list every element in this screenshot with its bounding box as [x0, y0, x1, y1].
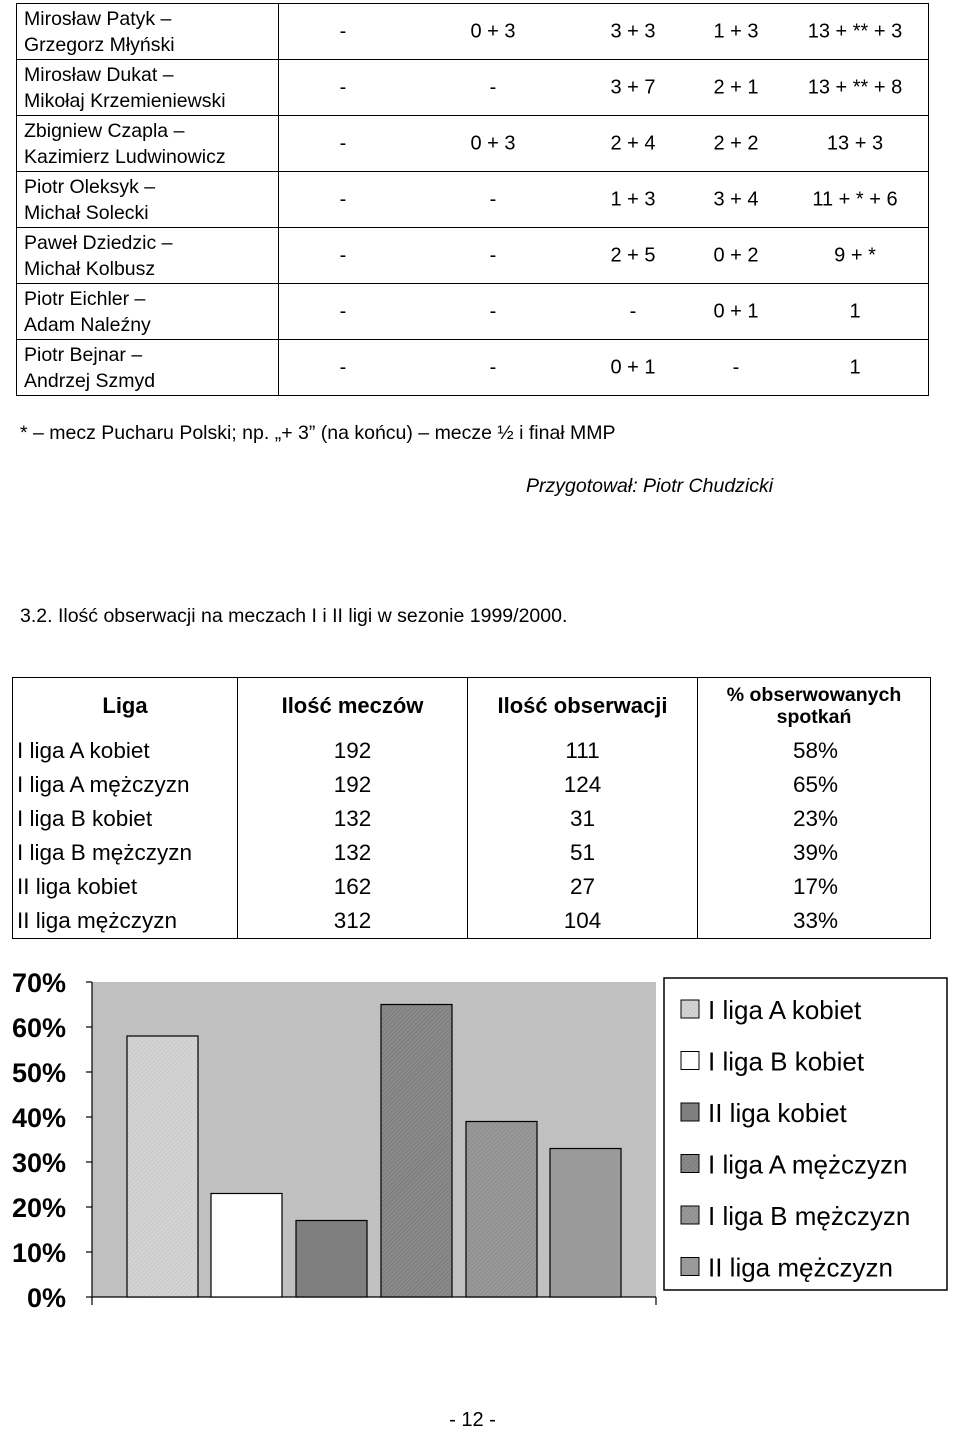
- referee-name-1: Paweł Dziedzic: [24, 231, 157, 254]
- table-row: [13, 734, 931, 768]
- referee-row: [17, 284, 929, 340]
- score-cell: -: [339, 76, 347, 98]
- observation-count: 104: [468, 904, 698, 939]
- legend-label: I liga A mężczyzn: [708, 1149, 908, 1180]
- score-cell: -: [339, 244, 347, 266]
- table-row: [13, 904, 931, 939]
- score-cell: -: [489, 76, 497, 98]
- observed-percent: 17%: [698, 870, 931, 904]
- score-cell: 1 + 3: [610, 188, 656, 210]
- y-tick-label: 60%: [11, 1013, 66, 1043]
- referee-scores: [279, 60, 929, 116]
- match-count: 132: [238, 836, 468, 870]
- table-row: [13, 802, 931, 836]
- referee-scores: [279, 172, 929, 228]
- score-cell: 3 + 7: [610, 76, 656, 98]
- match-count: 192: [238, 768, 468, 802]
- observed-percent: 65%: [698, 768, 931, 802]
- footnote: * – mecz Pucharu Polski; np. „+ 3” (na końcu) – mecze ½ i finał MMP: [20, 422, 616, 444]
- legend-label: II liga mężczyzn: [708, 1252, 893, 1283]
- legend-label: I liga B kobiet: [708, 1046, 865, 1077]
- score-cell: -: [629, 300, 637, 322]
- referee-row: [17, 116, 929, 172]
- observation-count: 31: [468, 802, 698, 836]
- score-cell: 0 + 1: [713, 300, 759, 322]
- bar: [381, 1005, 452, 1298]
- score-cell: 2 + 1: [713, 76, 759, 98]
- legend-label: I liga B mężczyzn: [708, 1201, 911, 1231]
- referee-names: [17, 228, 279, 284]
- header-observations: Ilość obserwacji: [468, 678, 698, 735]
- score-cell: 2 + 2: [713, 132, 759, 154]
- score-cell: -: [339, 132, 347, 154]
- dash: –: [161, 231, 173, 254]
- observation-count: 51: [468, 836, 698, 870]
- prepared-by: Przygotował: Piotr Chudzicki: [526, 475, 774, 497]
- referee-name-2: Andrzej Szmyd: [24, 369, 156, 392]
- header-league: Liga: [13, 678, 238, 735]
- referee-name-1: Zbigniew Czapla: [24, 119, 169, 142]
- dash: –: [162, 63, 174, 86]
- referee-row: [17, 60, 929, 116]
- legend-label: I liga A kobiet: [708, 995, 862, 1025]
- score-cell: 0 + 2: [713, 244, 759, 266]
- referee-scores: [279, 116, 929, 172]
- dash: –: [160, 7, 172, 30]
- league-name: I liga B mężczyzn: [13, 836, 238, 870]
- referee-name-2: Michał Kolbusz: [24, 257, 156, 280]
- bar: [127, 1036, 198, 1297]
- score-cell: 2 + 5: [610, 244, 656, 266]
- referee-names: [17, 60, 279, 116]
- bar: [211, 1194, 282, 1298]
- referee-names: [17, 116, 279, 172]
- score-cell: 2 + 4: [610, 132, 656, 154]
- referee-scores: [279, 4, 929, 60]
- observation-count: 124: [468, 768, 698, 802]
- score-cell: 0 + 3: [470, 132, 516, 154]
- observed-percent: 23%: [698, 802, 931, 836]
- referee-name-2: Mikołaj Krzemieniewski: [24, 89, 226, 112]
- score-cell: -: [489, 356, 497, 378]
- observed-percent: 58%: [698, 734, 931, 768]
- referee-name-2: Grzegorz Młyński: [24, 33, 175, 56]
- league-name: II liga mężczyzn: [13, 904, 238, 939]
- bar: [296, 1221, 367, 1298]
- score-cell: 13 + ** + 8: [807, 76, 903, 98]
- table-row: [13, 870, 931, 904]
- referee-row: [17, 172, 929, 228]
- league-table-header: [13, 678, 931, 735]
- score-cell: -: [732, 356, 740, 378]
- referee-name-1: Mirosław Dukat: [24, 63, 158, 86]
- table-row: [13, 768, 931, 802]
- score-cell: -: [489, 300, 497, 322]
- referee-names: [17, 172, 279, 228]
- legend-label: II liga kobiet: [708, 1098, 847, 1128]
- match-count: 162: [238, 870, 468, 904]
- referee-name-1: Piotr Oleksyk: [24, 175, 139, 198]
- score-cell: 1: [849, 356, 861, 378]
- y-tick-label: 30%: [11, 1148, 66, 1178]
- score-cell: 3 + 3: [610, 20, 656, 42]
- score-cell: -: [339, 356, 347, 378]
- observed-percent: 33%: [698, 904, 931, 939]
- bar: [550, 1149, 621, 1298]
- dash: –: [134, 287, 146, 310]
- score-cell: -: [489, 188, 497, 210]
- referee-row: [17, 228, 929, 284]
- score-cell: 13 + ** + 3: [807, 20, 903, 42]
- league-name: II liga kobiet: [13, 870, 238, 904]
- y-tick-label: 0%: [26, 1283, 66, 1313]
- legend-swatch: [681, 1258, 699, 1276]
- legend-swatch: [681, 1000, 699, 1018]
- referee-row: [17, 4, 929, 60]
- match-count: 312: [238, 904, 468, 939]
- observation-count: 27: [468, 870, 698, 904]
- referee-scores: [279, 228, 929, 284]
- score-cell: -: [339, 20, 347, 42]
- y-tick-label: 20%: [11, 1193, 66, 1223]
- league-table: [12, 677, 931, 939]
- referee-name-1: Piotr Bejnar: [24, 343, 126, 366]
- score-cell: 1: [849, 300, 861, 322]
- referee-name-1: Mirosław Patyk: [24, 7, 156, 30]
- y-tick-label: 10%: [11, 1238, 66, 1268]
- match-count: 132: [238, 802, 468, 836]
- referee-row: [17, 340, 929, 396]
- match-count: 192: [238, 734, 468, 768]
- score-cell: 13 + 3: [826, 132, 884, 154]
- league-name: I liga A mężczyzn: [13, 768, 238, 802]
- dash: –: [173, 119, 185, 142]
- dash: –: [144, 175, 156, 198]
- y-tick-label: 50%: [11, 1058, 66, 1088]
- header-percent: % obserwowanych spotkań: [698, 678, 931, 735]
- dash: –: [131, 343, 143, 366]
- score-cell: 11 + * + 6: [812, 188, 898, 210]
- observed-percent: 39%: [698, 836, 931, 870]
- score-cell: 3 + 4: [713, 188, 759, 210]
- referee-scores: [279, 340, 929, 396]
- chart-legend: [664, 978, 947, 1290]
- referee-name-2: Michał Solecki: [24, 201, 149, 224]
- legend-swatch: [681, 1206, 699, 1224]
- score-cell: 0 + 3: [470, 20, 516, 42]
- score-cell: 0 + 1: [610, 356, 656, 378]
- legend-swatch: [681, 1052, 699, 1070]
- bar: [466, 1122, 537, 1298]
- table-row: [13, 836, 931, 870]
- observation-count: 111: [468, 734, 698, 768]
- score-cell: -: [339, 188, 347, 210]
- referee-names: [17, 284, 279, 340]
- score-cell: 9 + *: [834, 244, 876, 266]
- league-name: I liga B kobiet: [13, 802, 238, 836]
- referee-names: [17, 4, 279, 60]
- legend-swatch: [681, 1155, 699, 1173]
- legend-swatch: [681, 1103, 699, 1121]
- referee-name-2: Kazimierz Ludwinowicz: [24, 145, 226, 168]
- referee-names: [17, 340, 279, 396]
- referee-name-2: Adam Naleźny: [24, 313, 151, 336]
- y-tick-label: 70%: [11, 968, 66, 998]
- page-number: - 12 -: [449, 1409, 496, 1431]
- score-cell: -: [489, 244, 497, 266]
- referee-table: [16, 3, 929, 396]
- referee-name-1: Piotr Eichler: [24, 287, 130, 310]
- y-tick-label: 40%: [11, 1103, 66, 1133]
- league-name: I liga A kobiet: [13, 734, 238, 768]
- header-matches: Ilość meczów: [238, 678, 468, 735]
- bar-chart: [0, 960, 960, 1320]
- referee-scores: [279, 284, 929, 340]
- score-cell: 1 + 3: [713, 20, 759, 42]
- section-heading: 3.2. Ilość obserwacji na meczach I i II ligi w sezonie 1999/2000.: [20, 605, 568, 627]
- score-cell: -: [339, 300, 347, 322]
